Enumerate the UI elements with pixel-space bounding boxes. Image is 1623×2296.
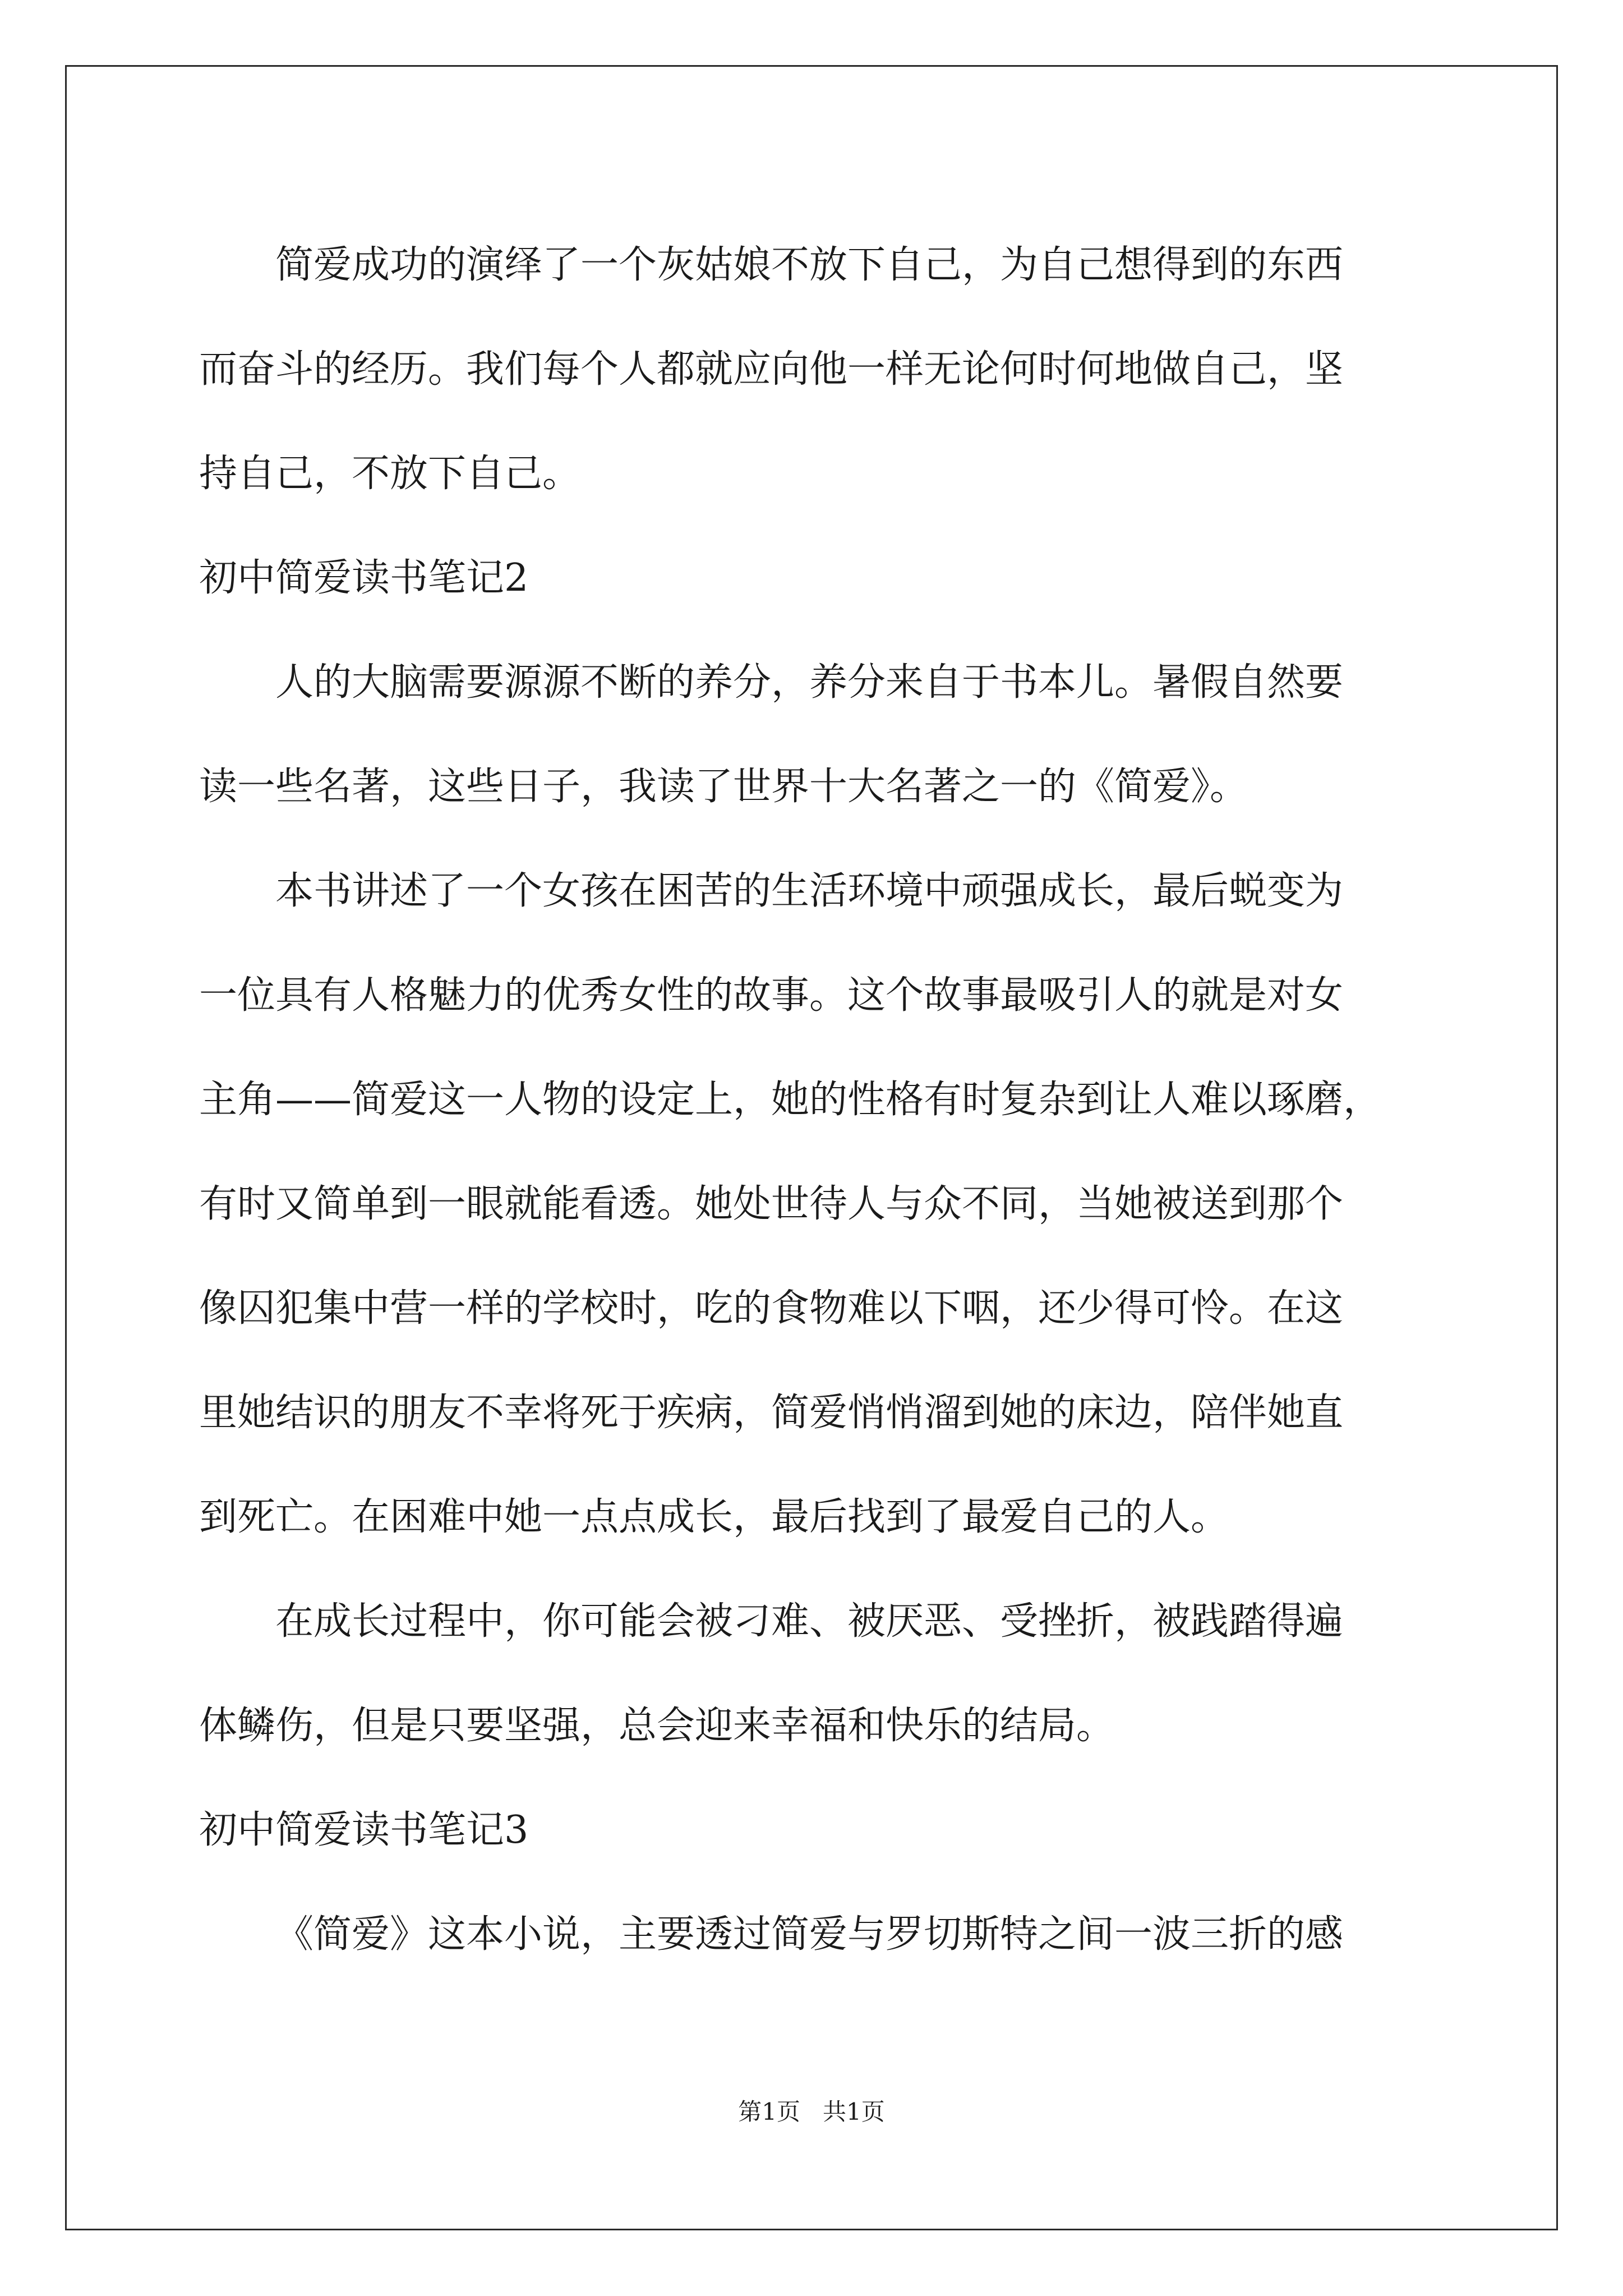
section-heading: 初中简爱读书笔记2 <box>199 556 529 600</box>
paragraph-line: 在成长过程中，你可能会被刁难、被厌恶、受挫折，被践踏得遍 <box>275 1599 1344 1644</box>
paragraph-line: 主角——简爱这一人物的设定上，她的性格有时复杂到让人难以琢磨， <box>199 1078 1382 1122</box>
paragraph-line: 简爱成功的演绎了一个灰姑娘不放下自己，为自己想得到的东西 <box>275 243 1344 287</box>
paragraph-line: 里她结识的朋友不幸将死于疾病，简爱悄悄溜到她的床边，陪伴她直 <box>199 1391 1344 1435</box>
paragraph-line: 体鳞伤，但是只要坚强，总会迎来幸福和快乐的结局。 <box>199 1704 1115 1748</box>
paragraph-line: 一位具有人格魅力的优秀女性的故事。这个故事最吸引人的就是对女 <box>199 973 1344 1018</box>
paragraph-line: 而奋斗的经历。我们每个人都就应向他一样无论何时何地做自己，坚 <box>199 347 1344 392</box>
paragraph-line: 本书讲述了一个女孩在困苦的生活环境中顽强成长，最后蜕变为 <box>275 869 1344 913</box>
paragraph-line: 人的大脑需要源源不断的养分，养分来自于书本儿。暑假自然要 <box>275 660 1344 705</box>
paragraph-line: 持自己，不放下自己。 <box>199 452 581 496</box>
paragraph-line: 到死亡。在困难中她一点点成长，最后找到了最爱自己的人。 <box>199 1495 1229 1539</box>
paragraph-line: 有时又简单到一眼就能看透。她处世待人与众不同，当她被送到那个 <box>199 1182 1344 1226</box>
paragraph-line: 读一些名著，这些日子，我读了世界十大名著之一的《简爱》。 <box>199 765 1248 809</box>
paragraph-line: 像囚犯集中营一样的学校时，吃的食物难以下咽，还少得可怜。在这 <box>199 1286 1344 1331</box>
paragraph-line: 《简爱》这本小说，主要透过简爱与罗切斯特之间一波三折的感 <box>275 1912 1344 1957</box>
page-footer: 第1页 共1页 <box>738 2098 885 2125</box>
section-heading: 初中简爱读书笔记3 <box>199 1808 529 1852</box>
document-body <box>199 213 1433 1987</box>
